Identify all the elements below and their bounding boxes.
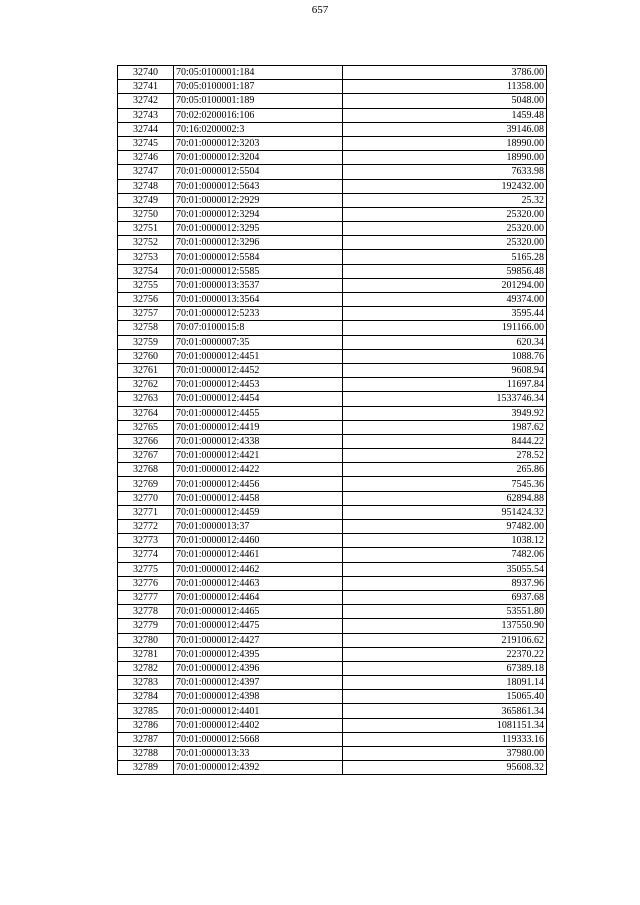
page-number: 657 (311, 4, 329, 16)
cadastral-number-cell: 70:01:0000012:4398 (174, 690, 343, 704)
value-cell: 25320.00 (343, 222, 547, 236)
cadastral-number-cell: 70:01:0000013:3537 (174, 278, 343, 292)
value-cell: 951424.32 (343, 505, 547, 519)
value-cell: 3595.44 (343, 307, 547, 321)
row-number-cell: 32748 (118, 179, 174, 193)
value-cell: 59856.48 (343, 264, 547, 278)
value-cell: 95608.32 (343, 761, 547, 775)
row-number-cell: 32770 (118, 491, 174, 505)
cadastral-number-cell: 70:01:0000012:3295 (174, 222, 343, 236)
value-cell: 25320.00 (343, 207, 547, 221)
row-number-cell: 32783 (118, 676, 174, 690)
value-cell: 191166.00 (343, 321, 547, 335)
cadastral-number-cell: 70:01:0000012:4396 (174, 661, 343, 675)
value-cell: 25320.00 (343, 236, 547, 250)
row-number-cell: 32741 (118, 80, 174, 94)
row-number-cell: 32776 (118, 576, 174, 590)
cadastral-number-cell: 70:01:0000012:4427 (174, 633, 343, 647)
value-cell: 365861.34 (343, 704, 547, 718)
value-cell: 7545.36 (343, 477, 547, 491)
row-number-cell: 32774 (118, 548, 174, 562)
cadastral-number-cell: 70:01:0000012:4397 (174, 676, 343, 690)
cadastral-number-cell: 70:01:0000012:4458 (174, 491, 343, 505)
cadastral-number-cell: 70:01:0000012:3296 (174, 236, 343, 250)
cadastral-number-cell: 70:01:0000012:4338 (174, 434, 343, 448)
row-number-cell: 32760 (118, 349, 174, 363)
value-cell: 67389.18 (343, 661, 547, 675)
table-row (118, 250, 547, 264)
cadastral-number-cell: 70:01:0000012:4463 (174, 576, 343, 590)
cadastral-number-cell: 70:05:0100001:189 (174, 94, 343, 108)
table-row (118, 732, 547, 746)
value-cell: 265.86 (343, 463, 547, 477)
row-number-cell: 32765 (118, 420, 174, 434)
cadastral-number-cell: 70:01:0000012:3204 (174, 151, 343, 165)
row-number-cell: 32744 (118, 122, 174, 136)
row-number-cell: 32787 (118, 732, 174, 746)
cadastral-number-cell: 70:01:0000012:5233 (174, 307, 343, 321)
value-cell: 62894.88 (343, 491, 547, 505)
table-row (118, 647, 547, 661)
table-row (118, 576, 547, 590)
row-number-cell: 32779 (118, 619, 174, 633)
cadastral-number-cell: 70:01:0000012:4419 (174, 420, 343, 434)
value-cell: 49374.00 (343, 293, 547, 307)
cadastral-number-cell: 70:01:0000012:4455 (174, 406, 343, 420)
row-number-cell: 32766 (118, 434, 174, 448)
row-number-cell: 32762 (118, 378, 174, 392)
value-cell: 3786.00 (343, 66, 547, 80)
table-row (118, 80, 547, 94)
value-cell: 7633.98 (343, 165, 547, 179)
cadastral-number-cell: 70:01:0000012:4454 (174, 392, 343, 406)
row-number-cell: 32781 (118, 647, 174, 661)
cadastral-number-cell: 70:01:0000012:4464 (174, 590, 343, 604)
table-row (118, 534, 547, 548)
value-cell: 1081151.34 (343, 718, 547, 732)
row-number-cell: 32780 (118, 633, 174, 647)
cadastral-number-cell: 70:01:0000012:4461 (174, 548, 343, 562)
row-number-cell: 32782 (118, 661, 174, 675)
cadastral-number-cell: 70:01:0000007:35 (174, 335, 343, 349)
row-number-cell: 32752 (118, 236, 174, 250)
table-row (118, 449, 547, 463)
row-number-cell: 32771 (118, 505, 174, 519)
table-row (118, 690, 547, 704)
table-row (118, 420, 547, 434)
row-number-cell: 32746 (118, 151, 174, 165)
cadastral-number-cell: 70:01:0000012:4462 (174, 562, 343, 576)
table-row (118, 505, 547, 519)
value-cell: 278.52 (343, 449, 547, 463)
row-number-cell: 32750 (118, 207, 174, 221)
row-number-cell: 32784 (118, 690, 174, 704)
value-cell: 5165.28 (343, 250, 547, 264)
row-number-cell: 32759 (118, 335, 174, 349)
table-row (118, 264, 547, 278)
table-row (118, 761, 547, 775)
value-cell: 201294.00 (343, 278, 547, 292)
cadastral-number-cell: 70:01:0000013:3564 (174, 293, 343, 307)
row-number-cell: 32743 (118, 108, 174, 122)
table-row (118, 321, 547, 335)
cadastral-number-cell: 70:01:0000012:4422 (174, 463, 343, 477)
table-row (118, 392, 547, 406)
cadastral-value-table (117, 65, 547, 775)
table-row (118, 165, 547, 179)
table-row (118, 619, 547, 633)
table-row (118, 562, 547, 576)
table-row (118, 193, 547, 207)
table-row (118, 463, 547, 477)
value-cell: 620.34 (343, 335, 547, 349)
table-body (118, 66, 547, 775)
table-row (118, 406, 547, 420)
table-row (118, 661, 547, 675)
cadastral-number-cell: 70:01:0000012:3294 (174, 207, 343, 221)
table-row (118, 307, 547, 321)
value-cell: 3949.92 (343, 406, 547, 420)
table-row (118, 704, 547, 718)
row-number-cell: 32788 (118, 747, 174, 761)
value-cell: 15065.40 (343, 690, 547, 704)
row-number-cell: 32773 (118, 534, 174, 548)
table-row (118, 605, 547, 619)
table-row (118, 136, 547, 150)
row-number-cell: 32764 (118, 406, 174, 420)
row-number-cell: 32758 (118, 321, 174, 335)
row-number-cell: 32745 (118, 136, 174, 150)
table-row (118, 94, 547, 108)
value-cell: 219106.62 (343, 633, 547, 647)
table-row (118, 434, 547, 448)
cadastral-number-cell: 70:16:0200002:3 (174, 122, 343, 136)
row-number-cell: 32789 (118, 761, 174, 775)
cadastral-number-cell: 70:01:0000012:4401 (174, 704, 343, 718)
value-cell: 1987.62 (343, 420, 547, 434)
cadastral-number-cell: 70:01:0000012:5504 (174, 165, 343, 179)
value-cell: 11697.84 (343, 378, 547, 392)
row-number-cell: 32775 (118, 562, 174, 576)
table-row (118, 349, 547, 363)
value-cell: 6937.68 (343, 590, 547, 604)
table-row (118, 108, 547, 122)
row-number-cell: 32763 (118, 392, 174, 406)
table-row (118, 222, 547, 236)
row-number-cell: 32786 (118, 718, 174, 732)
value-cell: 1038.12 (343, 534, 547, 548)
value-cell: 18990.00 (343, 136, 547, 150)
row-number-cell: 32772 (118, 520, 174, 534)
value-cell: 9608.94 (343, 363, 547, 377)
value-cell: 1459.48 (343, 108, 547, 122)
cadastral-number-cell: 70:01:0000012:4451 (174, 349, 343, 363)
table-row (118, 66, 547, 80)
row-number-cell: 32767 (118, 449, 174, 463)
value-cell: 18990.00 (343, 151, 547, 165)
table-row (118, 335, 547, 349)
value-cell: 8444.22 (343, 434, 547, 448)
value-cell: 39146.08 (343, 122, 547, 136)
row-number-cell: 32768 (118, 463, 174, 477)
cadastral-number-cell: 70:01:0000012:4395 (174, 647, 343, 661)
row-number-cell: 32777 (118, 590, 174, 604)
row-number-cell: 32740 (118, 66, 174, 80)
row-number-cell: 32756 (118, 293, 174, 307)
table-row (118, 633, 547, 647)
table-row (118, 236, 547, 250)
row-number-cell: 32769 (118, 477, 174, 491)
value-cell: 5048.00 (343, 94, 547, 108)
table-row (118, 477, 547, 491)
value-cell: 137550.90 (343, 619, 547, 633)
value-cell: 22370.22 (343, 647, 547, 661)
value-cell: 37980.00 (343, 747, 547, 761)
table-row (118, 293, 547, 307)
value-cell: 1088.76 (343, 349, 547, 363)
cadastral-number-cell: 70:01:0000012:4402 (174, 718, 343, 732)
table-row (118, 179, 547, 193)
value-cell: 18091.14 (343, 676, 547, 690)
value-cell: 25.32 (343, 193, 547, 207)
row-number-cell: 32747 (118, 165, 174, 179)
table-row (118, 278, 547, 292)
value-cell: 97482.00 (343, 520, 547, 534)
row-number-cell: 32751 (118, 222, 174, 236)
row-number-cell: 32785 (118, 704, 174, 718)
cadastral-number-cell: 70:01:0000012:4475 (174, 619, 343, 633)
table-row (118, 378, 547, 392)
cadastral-number-cell: 70:01:0000012:3203 (174, 136, 343, 150)
cadastral-number-cell: 70:01:0000013:37 (174, 520, 343, 534)
table-row (118, 520, 547, 534)
row-number-cell: 32753 (118, 250, 174, 264)
table-row (118, 151, 547, 165)
value-cell: 35055.54 (343, 562, 547, 576)
row-number-cell: 32754 (118, 264, 174, 278)
value-cell: 192432.00 (343, 179, 547, 193)
cadastral-number-cell: 70:01:0000012:4392 (174, 761, 343, 775)
row-number-cell: 32742 (118, 94, 174, 108)
row-number-cell: 32761 (118, 363, 174, 377)
table-row (118, 590, 547, 604)
cadastral-number-cell: 70:01:0000012:4453 (174, 378, 343, 392)
table-row (118, 718, 547, 732)
cadastral-number-cell: 70:02:0200016:106 (174, 108, 343, 122)
cadastral-number-cell: 70:01:0000012:5643 (174, 179, 343, 193)
value-cell: 8937.96 (343, 576, 547, 590)
row-number-cell: 32778 (118, 605, 174, 619)
cadastral-number-cell: 70:01:0000012:4452 (174, 363, 343, 377)
cadastral-number-cell: 70:01:0000013:33 (174, 747, 343, 761)
table-row (118, 747, 547, 761)
cadastral-number-cell: 70:07:0100015:8 (174, 321, 343, 335)
cadastral-number-cell: 70:05:0100001:187 (174, 80, 343, 94)
cadastral-number-cell: 70:01:0000012:5584 (174, 250, 343, 264)
cadastral-number-cell: 70:01:0000012:4465 (174, 605, 343, 619)
table-row (118, 363, 547, 377)
row-number-cell: 32757 (118, 307, 174, 321)
value-cell: 1533746.34 (343, 392, 547, 406)
value-cell: 7482.06 (343, 548, 547, 562)
cadastral-number-cell: 70:01:0000012:4421 (174, 449, 343, 463)
value-cell: 119333.16 (343, 732, 547, 746)
table-row (118, 548, 547, 562)
value-cell: 53551.80 (343, 605, 547, 619)
cadastral-number-cell: 70:01:0000012:2929 (174, 193, 343, 207)
table-row (118, 122, 547, 136)
value-cell: 11358.00 (343, 80, 547, 94)
cadastral-number-cell: 70:01:0000012:4456 (174, 477, 343, 491)
row-number-cell: 32755 (118, 278, 174, 292)
table-row (118, 207, 547, 221)
cadastral-number-cell: 70:05:0100001:184 (174, 66, 343, 80)
table-row (118, 491, 547, 505)
row-number-cell: 32749 (118, 193, 174, 207)
cadastral-number-cell: 70:01:0000012:4459 (174, 505, 343, 519)
table-row (118, 676, 547, 690)
cadastral-number-cell: 70:01:0000012:4460 (174, 534, 343, 548)
cadastral-number-cell: 70:01:0000012:5585 (174, 264, 343, 278)
cadastral-number-cell: 70:01:0000012:5668 (174, 732, 343, 746)
